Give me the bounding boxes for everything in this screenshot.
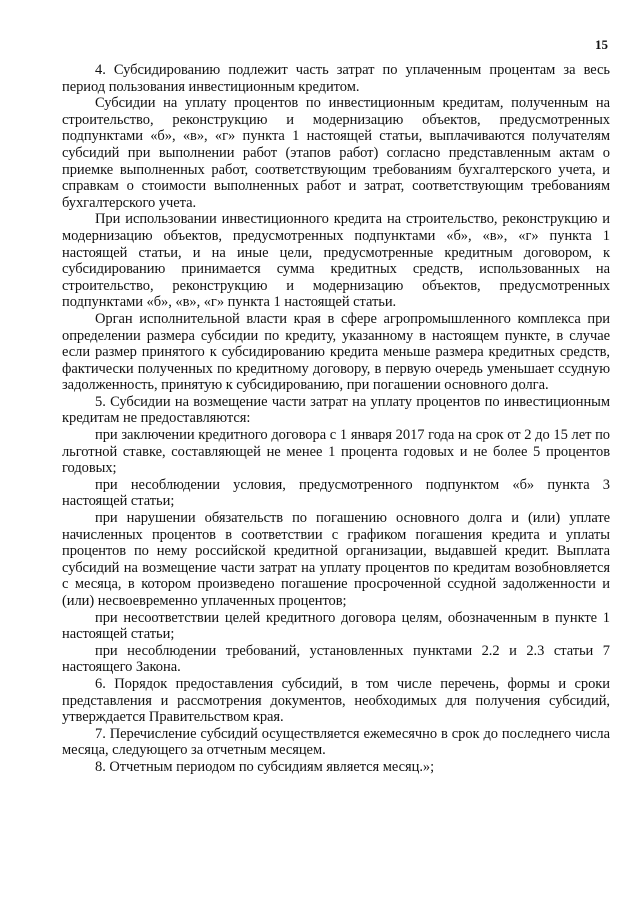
- list-item-requirements-breach: при несоблюдении требований, установленных пунктами 2.2 и 2.3 статьи 7 настоящего Закона.: [62, 642, 610, 676]
- list-item-obligation-violation: при нарушении обязательств по погашению основного долга и (или) уплате начисленных процентов в соответствии с графиком погашения кредита и уплаты процентов по нему российской кредитной организации, выдавшей кредит. Выплата субсидий на возмещение части затрат на уплату процентов по кредитам возобновляется с месяца, в котором произведено погашение просроченной ссудной задолженности и (или) несвоевременно уплаченных процентов;: [62, 510, 610, 609]
- list-item-purpose-mismatch: при несоответствии целей кредитного договора целям, обозначенным в пункте 1 настоящей статьи;: [62, 609, 610, 643]
- list-item-preferential-rate: при заключении кредитного договора с 1 января 2017 года на срок от 2 до 15 лет по льготной ставке, составляющей не менее 1 процента годовых и не более 5 процентов годовых;: [62, 427, 610, 477]
- paragraph-7-transfer: 7. Перечисление субсидий осуществляется ежемесячно в срок до последнего числа месяца, следующего за отчетным месяцем.: [62, 725, 610, 759]
- paragraph-subsidy-payment-conditions: Субсидии на уплату процентов по инвестиционным кредитам, полученным на строительство, реконструкцию и модернизацию объектов, предусмотренных подпунктами «б», «в», «г» пункта 1 настоящей статьи, выплачиваются получателям субсидий при выполнении работ (этапов работ) согласно представленным актам о приемке выполненных работ, соответствующим требованиям бухгалтерского учета, и справкам о стоимости выполненных работ и затрат, соответствующим требованиям бухгалтерского учета.: [62, 95, 610, 211]
- paragraph-5-not-provided: 5. Субсидии на возмещение части затрат на уплату процентов по инвестиционным кредитам не предоставляются:: [62, 393, 610, 427]
- paragraph-4-subsidy-scope: 4. Субсидированию подлежит часть затрат по уплаченным процентам за весь период пользования инвестиционным кредитом.: [62, 62, 610, 95]
- paragraph-8-reporting-period: 8. Отчетным периодом по субсидиям является месяц.»;: [95, 758, 435, 775]
- paragraph-credit-use: При использовании инвестиционного кредита на строительство, реконструкцию и модернизацию объектов, предусмотренных подпунктами «б», «в», «г» пункта 1 настоящей статьи, и на иные цели, предусмотренные кредитным договором, к субсидированию принимается сумма кредитных средств, использованных на строительство, реконструкцию и модернизацию объектов, предусмотренных подпунктами «б», «в», «г» пункта 1 настоящей статьи.: [62, 211, 610, 311]
- list-item-condition-breach: при несоблюдении условия, предусмотренного подпунктом «б» пункта 3 настоящей статьи;: [62, 476, 610, 510]
- paragraph-6-procedure: 6. Порядок предоставления субсидий, в том числе перечень, формы и сроки представления и рассмотрения документов, необходимых для получения субсидий, утверждается Правительством края.: [62, 675, 610, 726]
- page-number: 15: [595, 37, 608, 52]
- paragraph-authority-determination: Орган исполнительной власти края в сфере агропромышленного комплекса при определении размера субсидии по кредиту, указанному в настоящем пункте, в случае если размер принятого к субсидированию кредита меньше размера кредитных средств, фактически полученных по кредитному договору, в первую очередь уменьшает ссудную задолженность, принятую к субсидированию, при погашении основного долга.: [62, 310, 610, 394]
